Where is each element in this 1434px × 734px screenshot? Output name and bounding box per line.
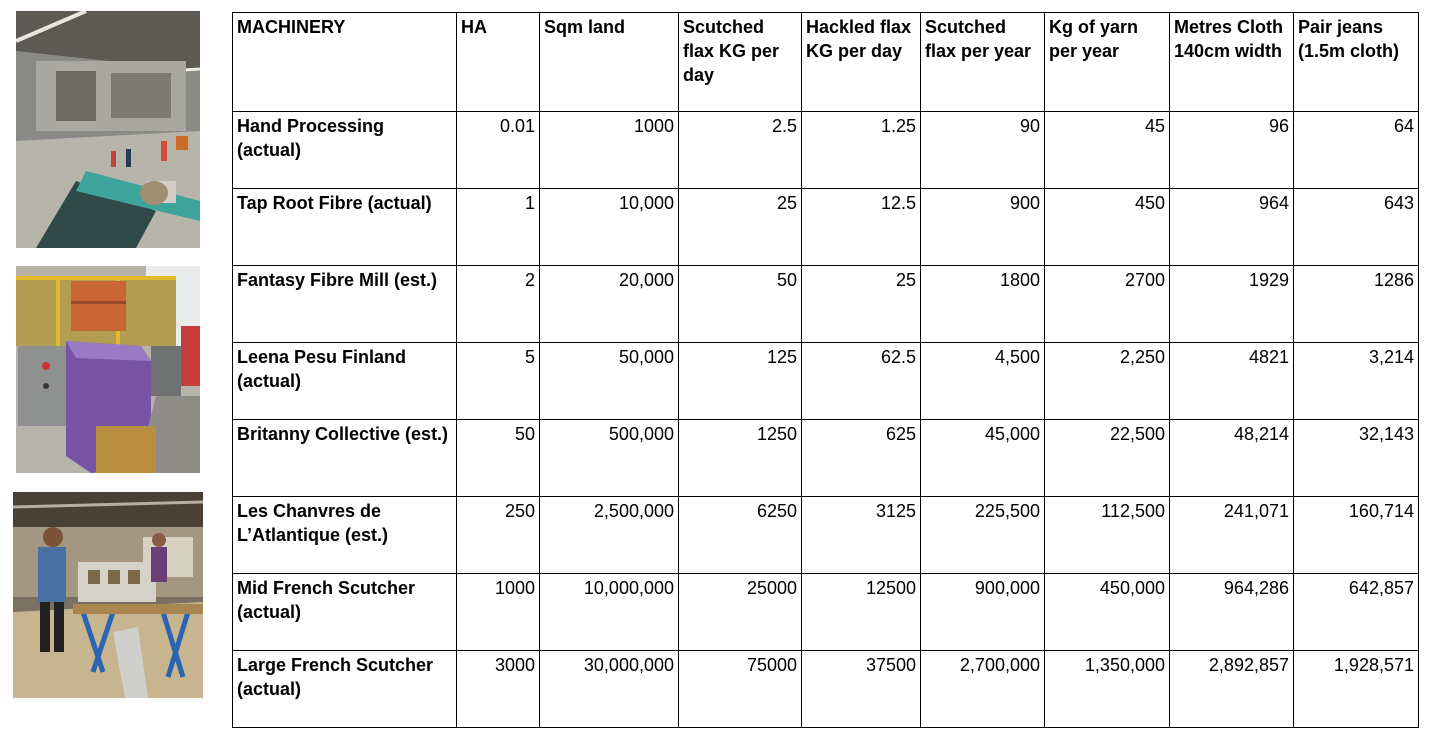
ha-cell: 50 bbox=[457, 420, 540, 497]
scutched-kg-day-cell: 6250 bbox=[679, 497, 802, 574]
pair-jeans-cell: 64 bbox=[1294, 112, 1419, 189]
ha-cell: 1000 bbox=[457, 574, 540, 651]
sqm-land-cell: 2,500,000 bbox=[540, 497, 679, 574]
pair-jeans-cell: 642,857 bbox=[1294, 574, 1419, 651]
purple-scutching-machine-photo bbox=[16, 266, 200, 473]
pair-jeans-cell: 1,928,571 bbox=[1294, 651, 1419, 728]
pair-jeans-cell: 643 bbox=[1294, 189, 1419, 266]
metres-cloth-cell: 964 bbox=[1170, 189, 1294, 266]
ha-cell: 5 bbox=[457, 343, 540, 420]
machine-name-cell: Britanny Collective (est.) bbox=[233, 420, 457, 497]
scutched-kg-day-cell: 2.5 bbox=[679, 112, 802, 189]
sqm-land-cell: 10,000 bbox=[540, 189, 679, 266]
hackled-kg-day-cell: 12.5 bbox=[802, 189, 921, 266]
sqm-land-cell: 10,000,000 bbox=[540, 574, 679, 651]
sqm-land-cell: 30,000,000 bbox=[540, 651, 679, 728]
metres-cloth-cell: 96 bbox=[1170, 112, 1294, 189]
warehouse-processing-line-photo bbox=[16, 11, 200, 248]
table-row bbox=[233, 343, 1419, 420]
metres-cloth-cell: 964,286 bbox=[1170, 574, 1294, 651]
yarn-year-cell: 45 bbox=[1045, 112, 1170, 189]
machine-name-cell: Tap Root Fibre (actual) bbox=[233, 189, 457, 266]
workshop-hand-scutcher-photo bbox=[13, 492, 203, 698]
scutched-year-cell: 45,000 bbox=[921, 420, 1045, 497]
machine-name-cell: Leena Pesu Finland (actual) bbox=[233, 343, 457, 420]
ha-cell: 0.01 bbox=[457, 112, 540, 189]
yarn-year-cell: 1,350,000 bbox=[1045, 651, 1170, 728]
scutched-year-cell: 2,700,000 bbox=[921, 651, 1045, 728]
table-row bbox=[233, 189, 1419, 266]
table-row bbox=[233, 420, 1419, 497]
pair-jeans-cell: 1286 bbox=[1294, 266, 1419, 343]
table-header-row bbox=[233, 13, 1419, 112]
scutched-kg-day-cell: 50 bbox=[679, 266, 802, 343]
ha-cell: 2 bbox=[457, 266, 540, 343]
hackled-kg-day-cell: 1.25 bbox=[802, 112, 921, 189]
scutched-kg-day-cell: 125 bbox=[679, 343, 802, 420]
hackled-kg-day-cell: 37500 bbox=[802, 651, 921, 728]
yarn-year-cell: 2700 bbox=[1045, 266, 1170, 343]
ha-cell: 250 bbox=[457, 497, 540, 574]
metres-cloth-cell: 2,892,857 bbox=[1170, 651, 1294, 728]
scutched-year-cell: 900,000 bbox=[921, 574, 1045, 651]
scutched-year-cell: 1800 bbox=[921, 266, 1045, 343]
metres-cloth-cell: 48,214 bbox=[1170, 420, 1294, 497]
metres-cloth-cell: 4821 bbox=[1170, 343, 1294, 420]
column-header-pair-jeans: Pair jeans (1.5m cloth) bbox=[1294, 13, 1419, 112]
hackled-kg-day-cell: 12500 bbox=[802, 574, 921, 651]
scutched-kg-day-cell: 25 bbox=[679, 189, 802, 266]
yarn-year-cell: 450 bbox=[1045, 189, 1170, 266]
scutched-kg-day-cell: 1250 bbox=[679, 420, 802, 497]
machine-name-cell: Mid French Scutcher (actual) bbox=[233, 574, 457, 651]
column-header-metres-cloth: Metres Cloth 140cm width bbox=[1170, 13, 1294, 112]
sqm-land-cell: 500,000 bbox=[540, 420, 679, 497]
table-row bbox=[233, 266, 1419, 343]
flax-processing-table bbox=[232, 12, 1419, 728]
machine-name-cell: Les Chanvres de L’Atlantique (est.) bbox=[233, 497, 457, 574]
scutched-year-cell: 90 bbox=[921, 112, 1045, 189]
machine-name-cell: Hand Processing (actual) bbox=[233, 112, 457, 189]
table-row bbox=[233, 112, 1419, 189]
hackled-kg-day-cell: 3125 bbox=[802, 497, 921, 574]
pair-jeans-cell: 3,214 bbox=[1294, 343, 1419, 420]
ha-cell: 3000 bbox=[457, 651, 540, 728]
hackled-kg-day-cell: 62.5 bbox=[802, 343, 921, 420]
column-header-scutched-per-year: Scutched flax per year bbox=[921, 13, 1045, 112]
yarn-year-cell: 112,500 bbox=[1045, 497, 1170, 574]
machine-name-cell: Large French Scutcher (actual) bbox=[233, 651, 457, 728]
hackled-kg-day-cell: 25 bbox=[802, 266, 921, 343]
ha-cell: 1 bbox=[457, 189, 540, 266]
pair-jeans-cell: 160,714 bbox=[1294, 497, 1419, 574]
metres-cloth-cell: 241,071 bbox=[1170, 497, 1294, 574]
column-header-machinery: MACHINERY bbox=[233, 13, 457, 112]
scutched-kg-day-cell: 75000 bbox=[679, 651, 802, 728]
scutched-year-cell: 4,500 bbox=[921, 343, 1045, 420]
column-header-yarn-per-year: Kg of yarn per year bbox=[1045, 13, 1170, 112]
scutched-kg-day-cell: 25000 bbox=[679, 574, 802, 651]
column-header-ha: HA bbox=[457, 13, 540, 112]
yarn-year-cell: 2,250 bbox=[1045, 343, 1170, 420]
hackled-kg-day-cell: 625 bbox=[802, 420, 921, 497]
sqm-land-cell: 1000 bbox=[540, 112, 679, 189]
column-header-sqm-land: Sqm land bbox=[540, 13, 679, 112]
yarn-year-cell: 22,500 bbox=[1045, 420, 1170, 497]
machine-name-cell: Fantasy Fibre Mill (est.) bbox=[233, 266, 457, 343]
sqm-land-cell: 20,000 bbox=[540, 266, 679, 343]
table-row bbox=[233, 651, 1419, 728]
scutched-year-cell: 225,500 bbox=[921, 497, 1045, 574]
column-header-hackled-kg-per-day: Hackled flax KG per day bbox=[802, 13, 921, 112]
table-row bbox=[233, 574, 1419, 651]
sqm-land-cell: 50,000 bbox=[540, 343, 679, 420]
metres-cloth-cell: 1929 bbox=[1170, 266, 1294, 343]
table-row bbox=[233, 497, 1419, 574]
pair-jeans-cell: 32,143 bbox=[1294, 420, 1419, 497]
scutched-year-cell: 900 bbox=[921, 189, 1045, 266]
yarn-year-cell: 450,000 bbox=[1045, 574, 1170, 651]
column-header-scutched-kg-per-day: Scutched flax KG per day bbox=[679, 13, 802, 112]
